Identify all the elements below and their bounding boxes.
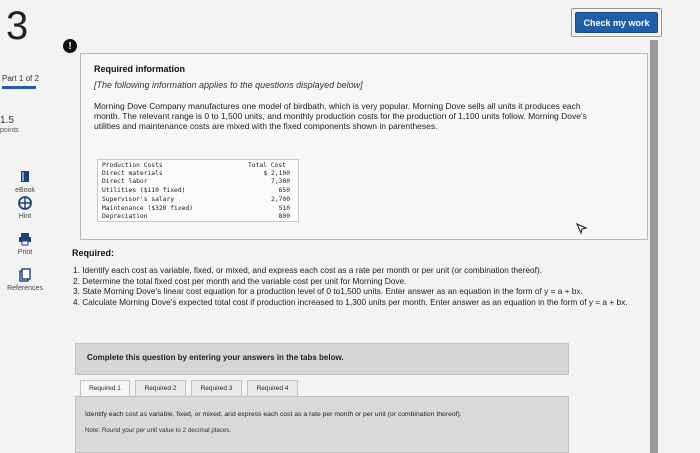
check-my-work-button[interactable]: Check my work	[575, 12, 658, 33]
required-item-4: 4. Calculate Morning Dove's expected total cost if production increased to 1,300 units per month. Enter answer as an equation in the form of y = a + bx.	[73, 296, 628, 307]
part-indicator: Part 1 of 2	[2, 74, 39, 83]
row-label: Maintenance ($320 fixed)	[102, 205, 193, 212]
tab-required-4[interactable]: Required 4	[247, 380, 298, 397]
question-number: 3	[6, 4, 29, 48]
row-label: Direct materials	[102, 170, 163, 177]
part-progress-bar	[2, 86, 36, 89]
points-value: 1.5	[0, 115, 14, 126]
vertical-scrollbar[interactable]	[650, 40, 658, 453]
references-label: References	[7, 285, 43, 292]
ebook-label: eBook	[15, 187, 35, 194]
tab-required-3[interactable]: Required 3	[191, 380, 242, 397]
info-body: Morning Dove Company manufactures one model of birdbath, which is very popular. Morning Dove sells all units it produces each month. The relevant range is 0 to 1,500 units, and monthly production costs for the production of 1,100 units follow. Morning Dove's utilities and maintenance costs are mixed with the fixed components shown in parentheses.	[94, 101, 587, 131]
row-value: 510	[278, 205, 290, 212]
row-value: $ 2,100	[263, 170, 290, 177]
print-icon	[18, 232, 32, 246]
production-cost-table	[97, 159, 299, 222]
references-button[interactable]	[6, 268, 44, 292]
row-value: 7,300	[271, 178, 290, 185]
row-label: Direct labor	[102, 178, 148, 185]
panel-instruction: Identify each cost as variable, fixed, or mixed, and express each cost as a rate per month or per unit (or combination thereof).	[85, 411, 462, 418]
required-item-2: 2. Determine the total fixed cost per month and the variable cost per unit for Morning Dove.	[73, 275, 407, 286]
row-value: 800	[278, 213, 290, 220]
table-row	[102, 205, 296, 213]
panel-note: Note: Round your per unit value to 2 decimal places.	[85, 427, 232, 434]
points-label: points	[0, 127, 19, 134]
print-button[interactable]	[6, 232, 44, 256]
tab-required-2[interactable]: Required 2	[135, 380, 186, 397]
hint-icon	[18, 196, 32, 210]
table-row	[102, 187, 296, 195]
alert-icon: !	[63, 39, 77, 53]
row-label: Supervisor's salary	[102, 196, 175, 203]
table-row	[102, 178, 296, 186]
tab-content-panel	[75, 396, 569, 453]
table-header-total-cost: Total Cost	[248, 162, 286, 169]
table-header-production-costs: Production Costs	[102, 162, 163, 169]
required-heading: Required:	[72, 248, 115, 258]
table-row	[102, 196, 296, 204]
table-row	[102, 170, 296, 178]
ebook-button[interactable]	[6, 170, 44, 194]
print-label: Print	[17, 249, 33, 256]
instructions-banner	[75, 343, 569, 375]
instructions-text: Complete this question by entering your answers in the tabs below.	[87, 353, 344, 362]
ebook-icon	[18, 170, 32, 184]
mouse-cursor-icon	[576, 223, 588, 235]
required-list	[73, 266, 633, 308]
required-item-3: 3. State Morning Dove's linear cost equation for a production level of 0 to1,500 units. Enter answer as an equation in the form of y = a + bx.	[73, 286, 583, 296]
hint-label: Hint	[18, 213, 32, 220]
row-value: 650	[278, 187, 290, 194]
references-icon	[18, 268, 32, 282]
row-label: Utilities ($110 fixed)	[102, 187, 186, 194]
hint-button[interactable]	[6, 196, 44, 220]
info-title: Required information	[94, 64, 186, 74]
row-value: 2,700	[271, 196, 290, 203]
table-row	[102, 213, 296, 221]
row-label: Depreciation	[102, 213, 148, 220]
required-item-1: 1. Identify each cost as variable, fixed, or mixed, and express each cost as a rate per month or per unit (or combination thereof).	[73, 265, 543, 275]
tab-required-1[interactable]: Required 1	[80, 380, 130, 397]
info-note: [The following information applies to the questions displayed below]	[94, 80, 363, 90]
